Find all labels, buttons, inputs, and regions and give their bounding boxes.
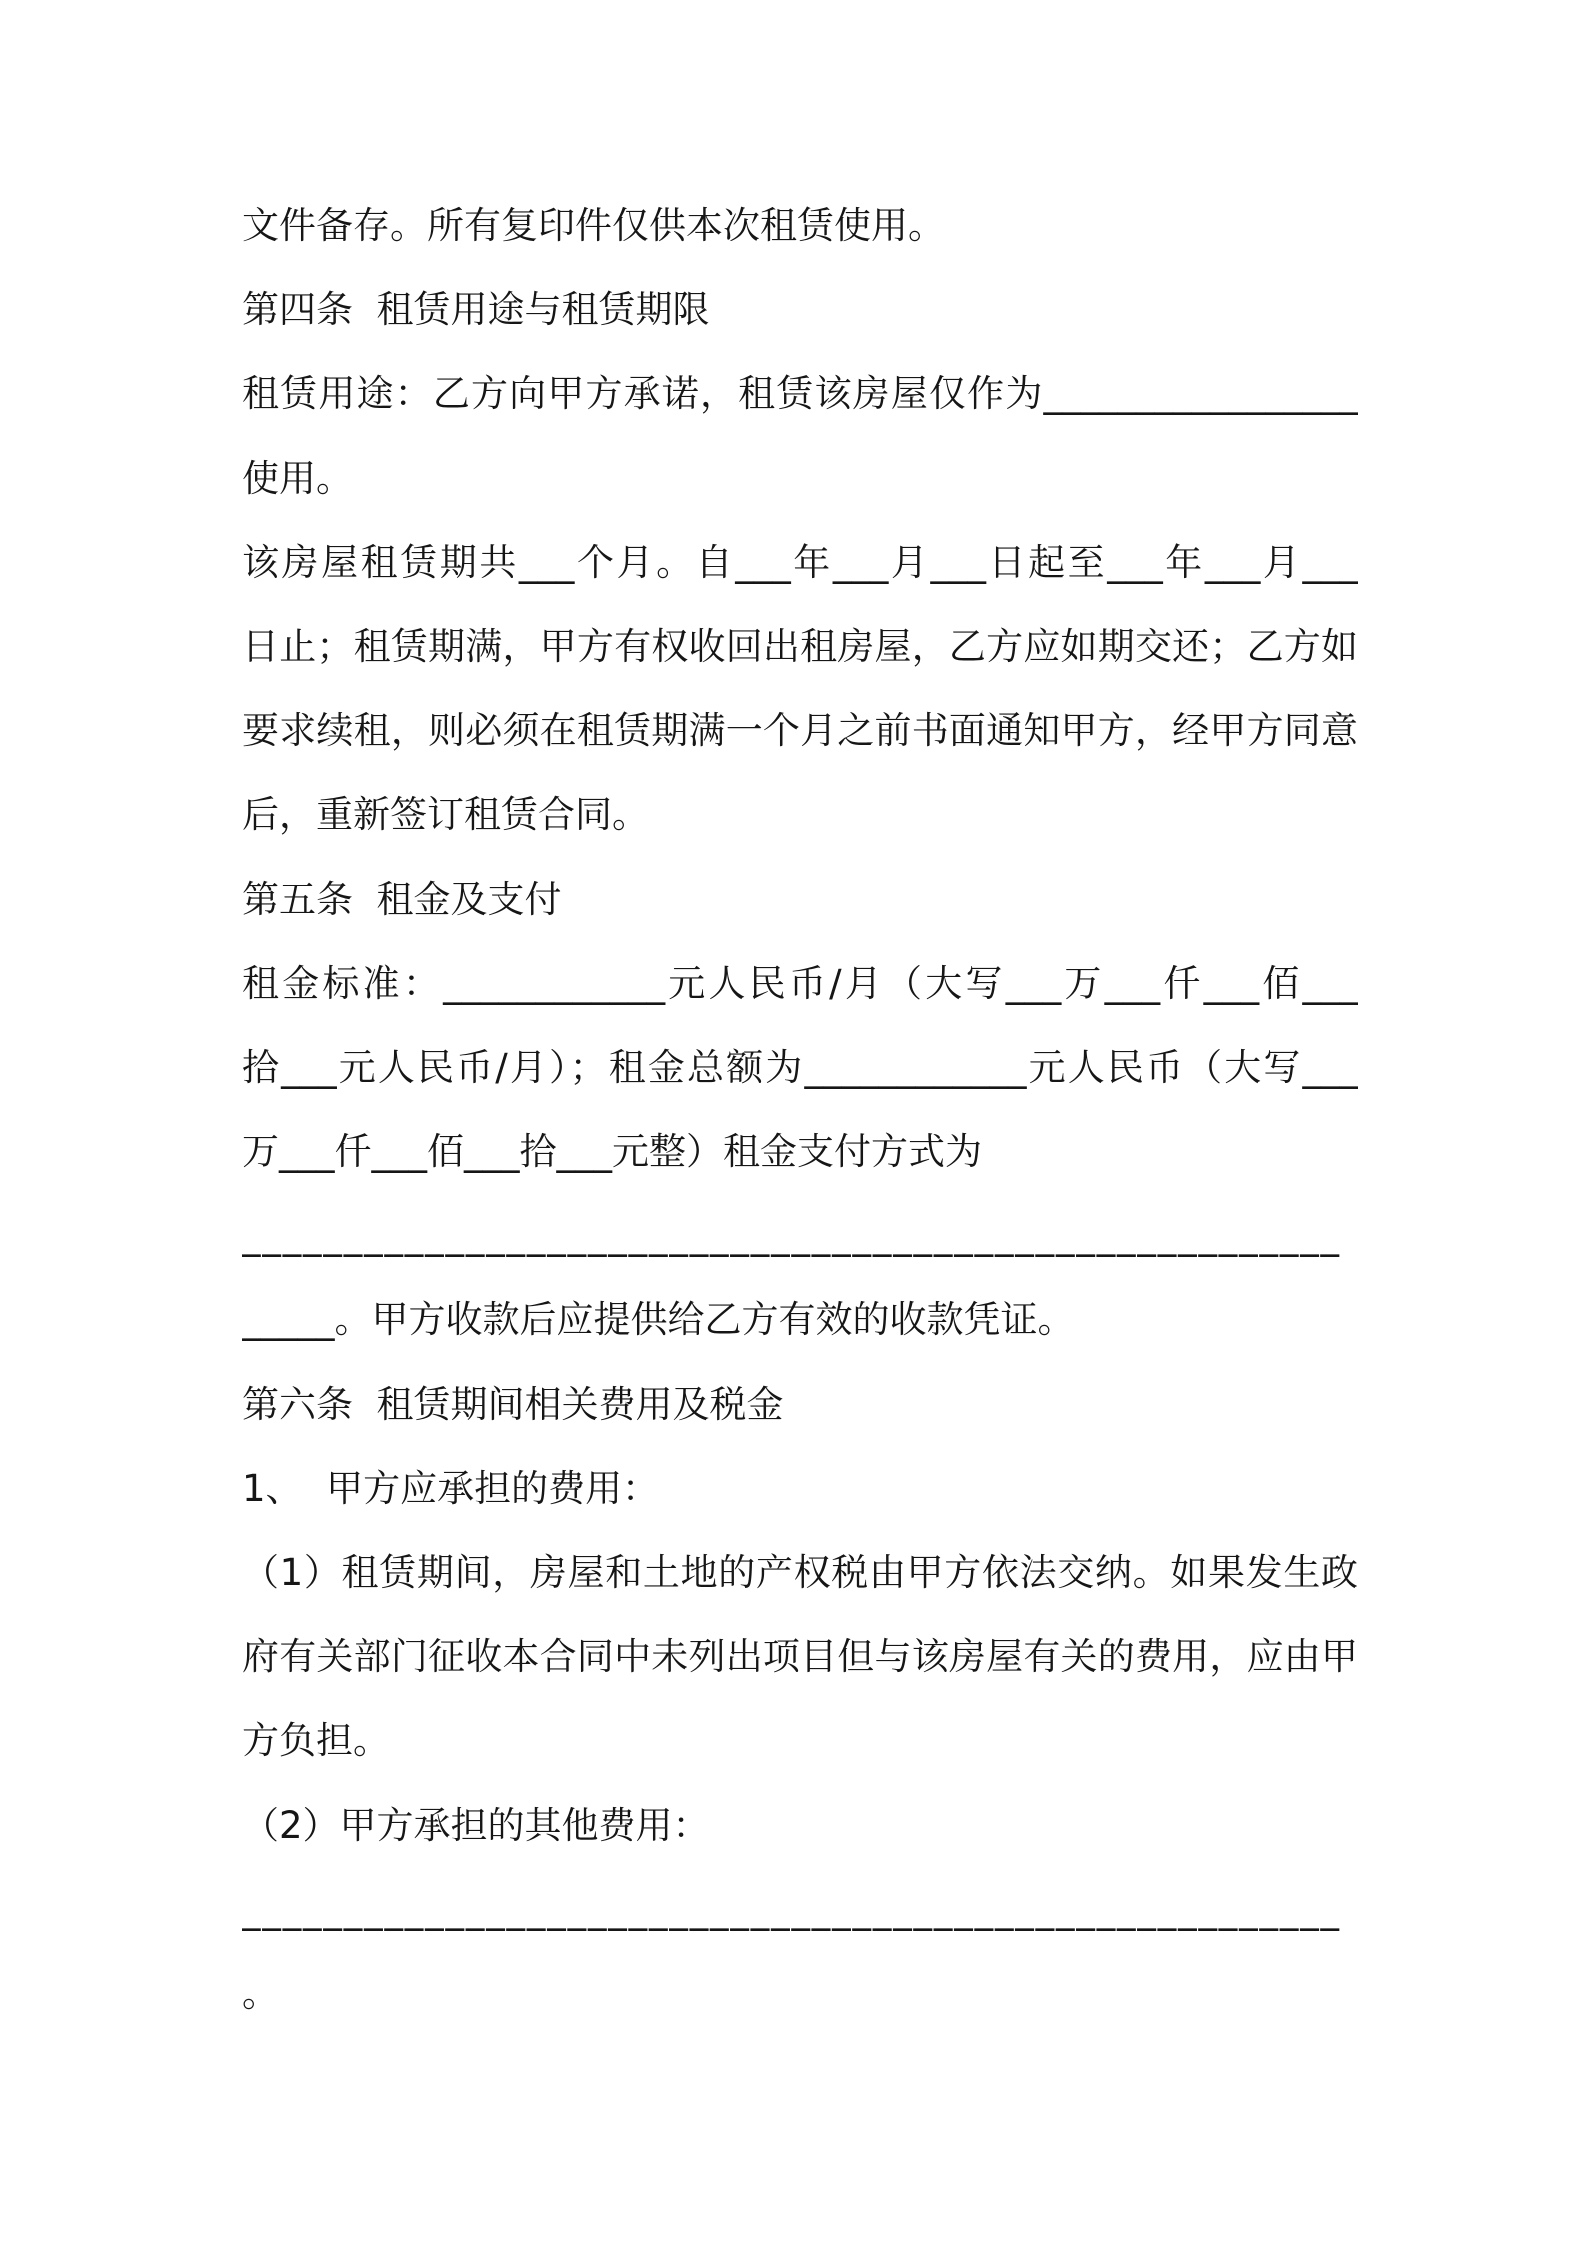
article-4-purpose-line: 租赁用途：乙方向甲方承诺，租赁该房屋仅作为_________________ — [242, 372, 1358, 416]
article-4-term-line: 日止；租赁期满，甲方有权收回出租房屋，乙方应如期交还；乙方如 — [242, 624, 1358, 668]
article-5-receipt-line: _____。甲方收款后应提供给乙方有效的收款凭证。 — [242, 1298, 1075, 1342]
article-4-purpose-line-end: 使用。 — [242, 456, 353, 500]
article-6-clause-1-line-end: 方负担。 — [242, 1719, 390, 1763]
article-6-item-1: 1、 甲方应承担的费用： — [242, 1466, 660, 1510]
article-6-clause-2-line: （2）甲方承担的其他费用： — [242, 1803, 710, 1847]
article-5-rent-line: 拾___元人民币/月）；租金总额为____________元人民币（大写___ — [242, 1045, 1358, 1089]
article-4-heading: 第四条 租赁用途与租赁期限 — [242, 288, 710, 332]
article-4-term-line: 要求续租，则必须在租赁期满一个月之前书面通知甲方，经甲方同意 — [242, 709, 1358, 753]
article-6-heading: 第六条 租赁期间相关费用及税金 — [242, 1382, 784, 1426]
article-4-term-line: 该房屋租赁期共___个月。自___年___月___日起至___年___月___ — [242, 540, 1358, 584]
article-6-other-fees-blank-line: ______________________________________________________ — [242, 1887, 1341, 1931]
carryover-line: 文件备存。所有复印件仅供本次租赁使用。 — [242, 204, 945, 247]
article-5-heading: 第五条 租金及支付 — [242, 877, 562, 921]
article-6-clause-1-line: 府有关部门征收本合同中未列出项目但与该房屋有关的费用，应由甲 — [242, 1635, 1358, 1679]
article-6-closing-mark: 。 — [242, 1971, 279, 2015]
article-6-clause-1-line: （1）租赁期间，房屋和土地的产权税由甲方依法交纳。如果发生政 — [242, 1551, 1358, 1594]
article-5-rent-line: 租金标准：____________元人民币/月（大写___万___仟___佰___ — [242, 961, 1358, 1005]
article-5-payment-blank-line: ______________________________________________________ — [242, 1214, 1341, 1258]
article-5-rent-line: 万___仟___佰___拾___元整）租金支付方式为 — [242, 1130, 982, 1174]
article-4-term-line-end: 后，重新签订租赁合同。 — [242, 793, 649, 837]
document-body — [242, 184, 1358, 2036]
